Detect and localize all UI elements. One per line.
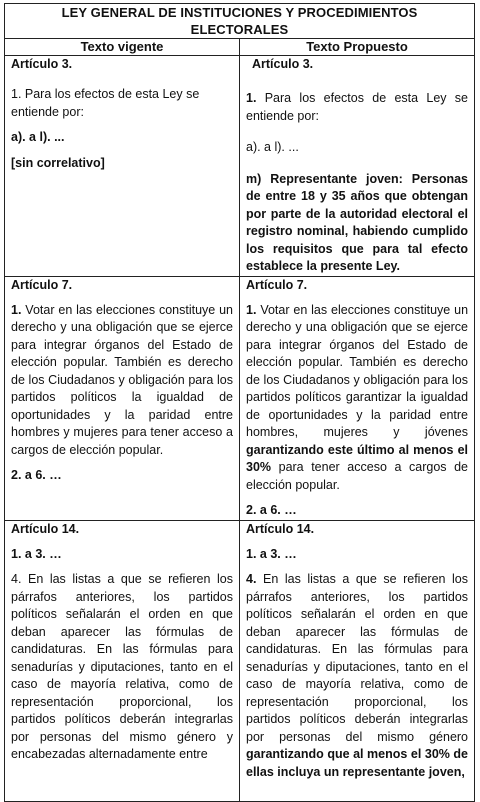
paragraph: 4. En las listas a que se refieren los párrafos anteriores, los partidos políticos señalarán el orden en que deban aparecer las fórmulas de candidaturas. En las fórmulas para senadurías y diputaciones, tanto en el caso de mayoría relativa, como de representación proporcional, los partidos políticos deberán integrarlas por personas del mismo género y encabezadas alternadamente entre xyxy=(11,572,233,761)
article-heading: Artículo 14. xyxy=(246,521,315,536)
proposed-text-cell xyxy=(240,56,475,277)
paragraph: 2. a 6. … xyxy=(11,468,62,482)
paragraph: 1. a 3. … xyxy=(246,546,297,561)
paragraph: 1. Votar en las elecciones constituye un derecho y una obligación que se ejerce para integrar órganos del Estado de elección popular. También es derecho de los Ciudadanos y obligación para los partidos políticos garantizar la igualdad de oportunidades y la paridad entre hombres, mujeres y jóvenes garantizando este último al menos el 30% para tener acceso a cargos de elección popular. xyxy=(246,302,469,492)
paragraph: 1. Votar en las elecciones constituye un derecho y una obligación que se ejerce para integrar órganos del Estado de elección popular. También es derecho de los Ciudadanos y obligación para los partidos políticos la igualdad de oportunidades y la paridad entre hombres y mujeres para tener acceso a cargos de elección popular. xyxy=(11,302,233,457)
paragraph: 1. a 3. … xyxy=(11,546,62,561)
document-page xyxy=(4,3,474,779)
paragraph: a). a l). ... xyxy=(246,140,299,154)
comparison-table xyxy=(4,3,475,802)
current-text-cell xyxy=(5,56,240,277)
article-heading: Artículo 7. xyxy=(11,277,73,292)
column-header-current: Texto vigente xyxy=(5,39,240,56)
paragraph: [sin correlativo] xyxy=(11,155,105,170)
paragraph: 2. a 6. … xyxy=(246,503,297,517)
current-text-cell xyxy=(5,276,240,520)
table-row-article-7 xyxy=(5,276,475,520)
column-header-row xyxy=(5,39,475,56)
paragraph: 4. En las listas a que se refieren los párrafos anteriores, los partidos políticos señalarán el orden en que deban aparecer las fórmulas de candidaturas. En las fórmulas para senadurías y diputaciones, tanto en el caso de mayoría relativa, como de representación proporcional, los partidos políticos deberán integrarlas por personas del mismo género garantizando que al menos el 30% de ellas incluya un representante joven, xyxy=(246,572,469,779)
paragraph: m) Representante joven: Personas de entre 18 y 35 años que obtengan por parte de la autoridad electoral el registro nominal, habiendo cumplido los requisitos que para tal efecto establece la presente Ley. xyxy=(246,171,469,273)
proposed-text-cell xyxy=(240,520,475,801)
table-title: LEY GENERAL DE INSTITUCIONES Y PROCEDIMIENTOS ELECTORALES xyxy=(5,4,475,39)
column-header-proposed: Texto Propuesto xyxy=(240,39,475,56)
paragraph: 1. Para los efectos de esta Ley se entiende por: xyxy=(246,91,469,123)
paragraph: a). a l). ... xyxy=(11,130,65,144)
table-row-article-14 xyxy=(5,520,475,801)
current-text-cell xyxy=(5,520,240,801)
paragraph: 1. Para los efectos de esta Ley se entiende por: xyxy=(11,87,200,119)
proposed-text-cell xyxy=(240,276,475,520)
article-heading: Artículo 14. xyxy=(11,521,80,536)
article-heading: Artículo 3. xyxy=(252,57,314,71)
article-heading: Artículo 3. xyxy=(11,57,73,71)
table-title-row xyxy=(5,4,475,39)
table-row-article-3 xyxy=(5,56,475,277)
article-heading: Artículo 7. xyxy=(246,277,308,292)
